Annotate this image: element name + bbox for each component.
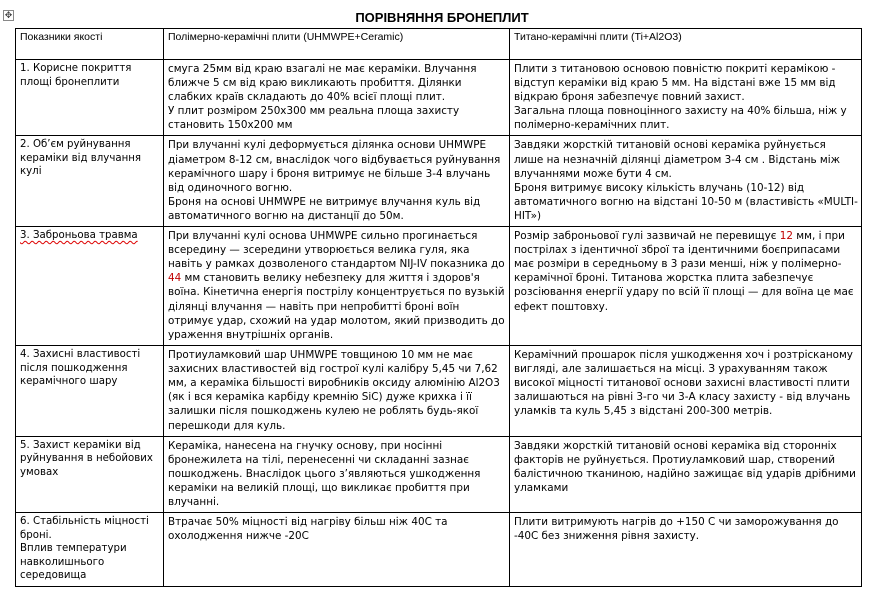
titanium-cell: Керамічний прошарок після ушкодження хоч і розтрісканому вигляді, але залишається на місці. З урахуванням також високої міцності титанової основи захисні властивості плити залишаються на рівні 3-го чи 3-А класу захисту - від влучань уламків та куль 5,45 з відстані 200-300 метрів. (510, 346, 862, 437)
bulge-value-polymer: 44 (168, 272, 182, 285)
table-row (16, 346, 862, 437)
titanium-cell: Плити витримують нагрів до +150 С чи заморожування до -40С без зниження рівня захисту. (510, 513, 862, 587)
indicator-cell: 2. Об’єм руйнування кераміки від влучання кулі (16, 136, 164, 227)
indicator-cell: 5. Захист кераміки від руйнування в небойових умовах (16, 436, 164, 512)
titanium-cell: Плити з титановою основою повністю покриті керамікою - відступ кераміки від краю 5 мм. На відстані вже 15 мм від відкраю броня забезпечує повний захист. Загальна площа повноцінного захисту на 40% більша, ніж у полімерно-керамічних плит. (510, 60, 862, 136)
titanium-cell: Завдяки жорсткій титановій основі кераміка від сторонніх факторів не руйнується. Протиуламковий шар, створений балістичною тканиною, надійно зажищає від ударів дрібними уламками (510, 436, 862, 512)
titanium-cell: Розмір заброньової гулі зазвичай не перевищує 12 мм, і при пострілах з ідентичної зброї та ідентичними боєприпасами має розміри в середньому в 3 рази менші, ніж у полімерно-керамічної броні. Титанова жорстка плита забезпечує розсіювання енергії удару по всій її площі — для воїна це має ефект поштовху. (510, 227, 862, 346)
table-row (16, 436, 862, 512)
page-title: ПОРІВНЯННЯ БРОНЕПЛИТ (355, 10, 529, 25)
comparison-table (15, 28, 862, 587)
table-move-handle-icon[interactable]: ✥ (4, 11, 13, 21)
table-header-row (16, 29, 862, 60)
indicator-cell: 3. Заброньова травма (16, 227, 164, 346)
bulge-value-titanium: 12 (779, 230, 793, 243)
table-row (16, 227, 862, 346)
indicator-cell: 1. Корисне покриття площі бронеплити (16, 60, 164, 136)
polymer-cell: Кераміка, нанесена на гнучку основу, при носінні бронежилета на тілі, перенесенні чи складанні зазнає пошкоджень. Внаслідок цього з’являються ушкодження кераміки на великій площі, що викликає пробиття при влучанні. (164, 436, 510, 512)
table-row (16, 513, 862, 587)
header-titanium-ceramic: Титано-керамічні плити (Ti+Al2O3) (510, 29, 862, 60)
polymer-cell: Втрачає 50% міцності від нагріву більш ніж 40С та охолодження нижче -20С (164, 513, 510, 587)
table-row (16, 136, 862, 227)
titanium-cell: Завдяки жорсткій титановій основі кераміка руйнується лише на незначній ділянці діаметром 3-4 см . Відстань між влучаннями може бути 4 см. Броня витримує високу кількість влучань (10-12) від автоматичного вогню на відстані 10-50 м (властивість «MULTI-HIT») (510, 136, 862, 227)
polymer-cell: При влучанні кулі основа UHMWPE сильно прогинається всередину — зсередини утворюється велика гуля, яка навіть у рамках дозволеного стандартом NIJ-IV показника до 44 мм становить велику небезпеку для життя і здоров'я воїна. Кінетична енергія пострілу концентрується по вузькій ділянці влучання — навіть при непробитті броні воїн отримує удар, схожий на удар молотом, який призводить до ураження внутрішніх органів. (164, 227, 510, 346)
polymer-cell: При влучанні кулі деформується ділянка основи UHMWPE діаметром 8-12 см, внаслідок чого відбувається руйнування керамічного шару і броня витримує не більше 3-4 влучань від одиночного вогню. Броня на основі UHMWPE не витримує влучання куль від автоматичного вогню на дистанції до 50м. (164, 136, 510, 227)
indicator-cell: 6. Стабільність міцності броні. Вплив температури навколишнього середовища (16, 513, 164, 587)
header-indicators: Показники якості (16, 29, 164, 60)
polymer-cell: Протиуламковий шар UHMWPE товщиною 10 мм не має захисних властивостей від гострої кулі калібру 5,45 чи 7,62 мм, а кераміка більшості виробників оксиду алюмінію Al2O3 (як і вся кераміка карбіду кремнію SiC) дуже крихка і її залишки після пошкоджень кулею не роблять будь-якої перешкоди для куль. (164, 346, 510, 437)
indicator-cell: 4. Захисні властивості після пошкодження керамічного шару (16, 346, 164, 437)
table-row (16, 60, 862, 136)
polymer-cell: смуга 25мм від краю взагалі не має кераміки. Влучання ближче 5 см від краю викликають пробиття. Ділянки слабких країв складають до 40% всієї площі плит. У плит розміром 250х300 мм реальна площа захисту становить 150х200 мм (164, 60, 510, 136)
header-polymer-ceramic: Полімерно-керамічні плити (UHMWPE+Ceramic) (164, 29, 510, 60)
